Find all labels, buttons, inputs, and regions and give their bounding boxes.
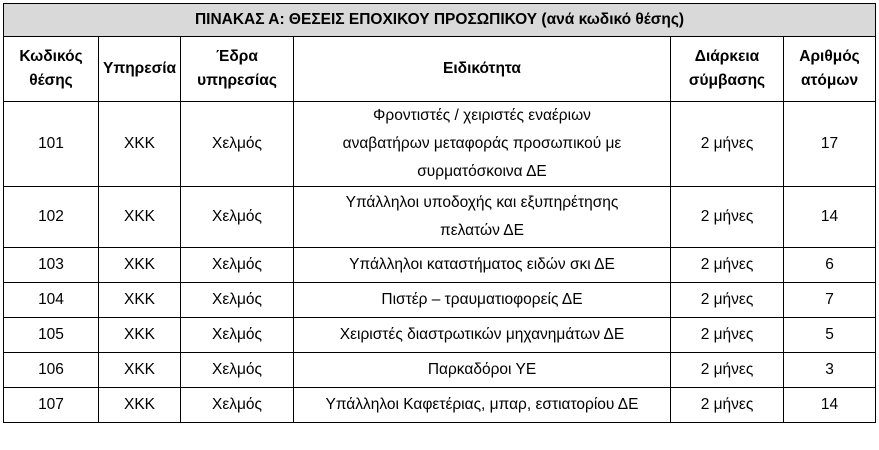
table-title: ΠΙΝΑΚΑΣ Α: ΘΕΣΕΙΣ ΕΠΟΧΙΚΟΥ ΠΡΟΣΩΠΙΚΟΥ (ανά κωδικό θέσης) [4, 4, 876, 37]
cell-specialty: Πιστέρ – τραυματιοφορείς ΔΕ [294, 283, 671, 318]
header-service: Υπηρεσία [99, 37, 181, 102]
cell-specialty: Χειριστές διαστρωτικών μηχανημάτων ΔΕ [294, 318, 671, 353]
cell-duration: 2 μήνες [671, 187, 784, 248]
cell-code: 106 [4, 353, 99, 388]
cell-seat: Χελμός [181, 353, 294, 388]
cell-service: ΧΚΚ [99, 353, 181, 388]
cell-seat: Χελμός [181, 187, 294, 248]
cell-service: ΧΚΚ [99, 388, 181, 423]
header-specialty: Ειδικότητα [294, 37, 671, 102]
cell-code: 104 [4, 283, 99, 318]
cell-count: 17 [784, 102, 876, 187]
cell-duration: 2 μήνες [671, 388, 784, 423]
cell-count: 7 [784, 283, 876, 318]
cell-code: 105 [4, 318, 99, 353]
cell-code: 102 [4, 187, 99, 248]
table-row [4, 283, 876, 318]
table-row [4, 102, 876, 187]
header-count: Αριθμός ατόμων [784, 37, 876, 102]
cell-count: 5 [784, 318, 876, 353]
cell-seat: Χελμός [181, 388, 294, 423]
cell-seat: Χελμός [181, 248, 294, 283]
cell-duration: 2 μήνες [671, 353, 784, 388]
cell-code: 103 [4, 248, 99, 283]
cell-specialty: Φροντιστές / χειριστές εναέριων αναβατήρων μεταφοράς προσωπικού με συρματόσκοινα ΔΕ [294, 102, 671, 187]
header-seat: Έδρα υπηρεσίας [181, 37, 294, 102]
cell-service: ΧΚΚ [99, 318, 181, 353]
table-row [4, 248, 876, 283]
cell-duration: 2 μήνες [671, 318, 784, 353]
cell-specialty: Υπάλληλοι υποδοχής και εξυπηρέτησης πελατών ΔΕ [294, 187, 671, 248]
cell-seat: Χελμός [181, 318, 294, 353]
cell-specialty: Υπάλληλοι Καφετέριας, μπαρ, εστιατορίου ΔΕ [294, 388, 671, 423]
header-duration: Διάρκεια σύμβασης [671, 37, 784, 102]
cell-duration: 2 μήνες [671, 102, 784, 187]
cell-count: 14 [784, 187, 876, 248]
table-row [4, 388, 876, 423]
cell-specialty: Υπάλληλοι καταστήματος ειδών σκι ΔΕ [294, 248, 671, 283]
cell-service: ΧΚΚ [99, 187, 181, 248]
cell-duration: 2 μήνες [671, 248, 784, 283]
table-header-row [4, 37, 876, 102]
cell-seat: Χελμός [181, 102, 294, 187]
cell-service: ΧΚΚ [99, 248, 181, 283]
table-row [4, 318, 876, 353]
header-code: Κωδικός θέσης [4, 37, 99, 102]
cell-service: ΧΚΚ [99, 283, 181, 318]
cell-code: 107 [4, 388, 99, 423]
cell-count: 3 [784, 353, 876, 388]
cell-duration: 2 μήνες [671, 283, 784, 318]
cell-specialty: Παρκαδόροι ΥΕ [294, 353, 671, 388]
positions-table [3, 3, 876, 423]
cell-count: 6 [784, 248, 876, 283]
table-title-row [4, 4, 876, 37]
cell-seat: Χελμός [181, 283, 294, 318]
cell-code: 101 [4, 102, 99, 187]
table-row [4, 187, 876, 248]
cell-count: 14 [784, 388, 876, 423]
table-row [4, 353, 876, 388]
cell-service: ΧΚΚ [99, 102, 181, 187]
